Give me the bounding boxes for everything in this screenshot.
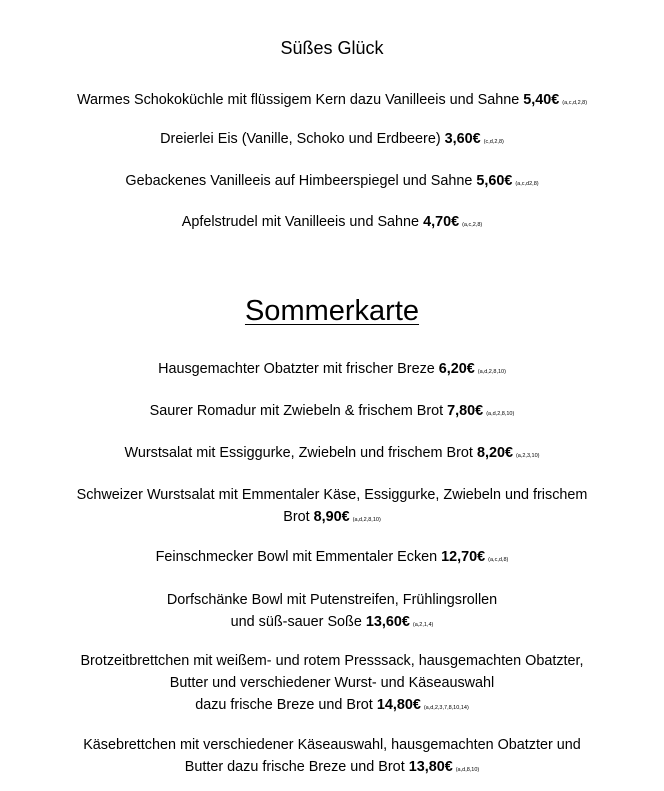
item-price: 13,60€: [365, 614, 410, 630]
allergen-codes: (a,d,2,8,10): [486, 411, 515, 417]
allergen-codes: (a,2,1,4): [412, 622, 434, 628]
menu-item: [40, 442, 624, 467]
menu-item: [40, 589, 624, 636]
item-description-continued: Brot: [283, 509, 310, 525]
item-price: 5,60€: [476, 173, 513, 189]
item-description: Gebackenes Vanilleeis auf Himbeerspiegel und Sahne: [125, 173, 473, 189]
item-description: Apfelstrudel mit Vanilleeis und Sahne: [181, 214, 420, 230]
item-description: Saurer Romadur mit Zwiebeln & frischem Brot: [149, 403, 444, 419]
menu-item: [40, 484, 624, 531]
item-description: Dorfschänke Bowl mit Putenstreifen, Frühlingsrollen: [166, 592, 498, 608]
menu-item: [40, 211, 624, 236]
item-price: 12,70€: [441, 549, 486, 565]
menu-item: [40, 734, 624, 781]
item-description: Schweizer Wurstsalat mit Emmentaler Käse, Essiggurke, Zwiebeln und frischem: [76, 487, 588, 503]
item-price: 5,40€: [523, 92, 560, 108]
allergen-codes: (a,d,2,3,7,8,10,14): [423, 705, 469, 711]
item-description: Feinschmecker Bowl mit Emmentaler Ecken: [155, 549, 438, 565]
item-description-continued: Butter dazu frische Breze und Brot: [184, 759, 405, 775]
allergen-codes: (c,d,2,8): [483, 139, 504, 145]
item-price: 4,70€: [423, 214, 460, 230]
menu-item: [40, 358, 624, 383]
item-price: 14,80€: [376, 697, 421, 713]
menu-item: [40, 400, 624, 425]
allergen-codes: (a,c,d,2,8): [562, 100, 588, 106]
allergen-codes: (a,d,2,8,10): [477, 369, 506, 375]
item-price: 13,80€: [408, 759, 453, 775]
item-price: 3,60€: [444, 131, 481, 147]
allergen-codes: (a,c,2,8): [462, 222, 483, 228]
allergen-codes: (a,c,d2,8): [515, 181, 539, 187]
item-description-continued: und süß-sauer Soße: [230, 614, 362, 630]
item-description: Brotzeitbrettchen mit weißem- und rotem Presssack, hausgemachten Obatzter,: [80, 653, 584, 669]
menu-item: [40, 546, 624, 571]
allergen-codes: (a,2,3,10): [515, 453, 540, 459]
item-description-continued: dazu frische Breze und Brot: [195, 697, 373, 713]
menu-item: [40, 170, 624, 195]
section-title-suesses-glueck: Süßes Glück: [280, 38, 384, 58]
menu-item: [40, 128, 624, 153]
section-title-sommerkarte: Sommerkarte: [244, 295, 420, 327]
item-price: 6,20€: [438, 361, 475, 377]
item-description: Käsebrettchen mit verschiedener Käseauswahl, hausgemachten Obatzter und: [83, 737, 581, 753]
allergen-codes: (a,c,d,8): [488, 557, 509, 563]
menu-item: [40, 650, 624, 719]
item-price: 7,80€: [447, 403, 484, 419]
item-description: Hausgemachter Obatzter mit frischer Breze: [158, 361, 435, 377]
item-price: 8,20€: [476, 445, 513, 461]
item-description-continued: Butter und verschiedener Wurst- und Käseauswahl: [169, 675, 495, 691]
allergen-codes: (a,d,2,8,10): [352, 517, 381, 523]
allergen-codes: (a,d,8,10): [455, 767, 480, 773]
item-description: Dreierlei Eis (Vanille, Schoko und Erdbeere): [160, 131, 441, 147]
item-description: Wurstsalat mit Essiggurke, Zwiebeln und frischem Brot: [124, 445, 473, 461]
menu-item: [40, 89, 624, 114]
item-price: 8,90€: [313, 509, 350, 525]
item-description: Warmes Schokoküchle mit flüssigem Kern dazu Vanilleeis und Sahne: [76, 92, 520, 108]
